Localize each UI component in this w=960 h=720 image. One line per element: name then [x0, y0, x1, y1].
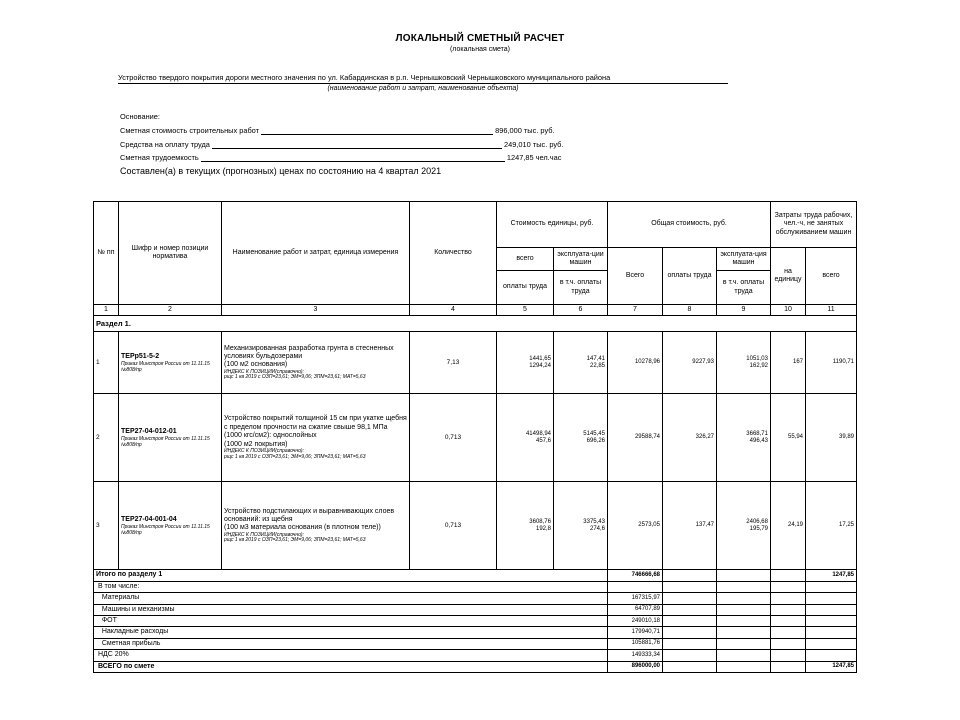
document-title: ЛОКАЛЬНЫЙ СМЕТНЫЙ РАСЧЕТ — [395, 33, 565, 44]
row-order: Приказ Минстроя России от 11.11.15 №808/пр — [121, 436, 210, 449]
row-c11: 1190,71 — [806, 332, 857, 394]
row-c5a: 1441,65 — [529, 355, 551, 362]
hours-line — [120, 153, 561, 162]
row-c7: 29588,74 — [608, 394, 663, 482]
summary-total: 179940,71 — [608, 627, 663, 638]
row-order: Приказ Минстроя России от 11.11.15 №808/пр — [121, 524, 210, 537]
header-pay: оплаты труда — [663, 248, 717, 305]
summary-label: Сметная прибыль — [94, 638, 608, 649]
colnum: 10 — [771, 305, 806, 316]
row-c5b: 1294,24 — [529, 362, 551, 369]
summary-row — [94, 650, 857, 661]
row-name: Механизированная разработка грунта в стесненных условиях бульдозерами — [224, 344, 394, 360]
colnum: 2 — [119, 305, 222, 316]
summary-labor: 1247,85 — [806, 661, 857, 672]
row-index-label: ИНДЕКС К ПОЗИЦИИ(справочно): — [224, 531, 304, 538]
object-caption: (наименование работ и затрат, наименование объекта) — [327, 85, 519, 92]
row-c9a: 1051,03 — [746, 355, 768, 362]
basis-label: Основание: — [120, 112, 160, 121]
header-incl-pay2: в т.ч. оплаты труда — [717, 271, 771, 305]
header-incl-pay: в т.ч. оплаты труда — [554, 271, 608, 305]
row-c7: 10278,96 — [608, 332, 663, 394]
summary-row — [94, 581, 857, 592]
summary-label: ВСЕГО по смете — [94, 661, 608, 672]
row-index-text: рщс 1 кв 2019 с ОЗП=23,61; ЭМ=9,06; ЗПМ=23,61; МАТ=5,63 — [224, 453, 366, 460]
labor-line — [120, 140, 563, 149]
row-unit: (100 м2 основания) — [224, 361, 288, 369]
fill-line — [201, 154, 505, 162]
summary-row — [94, 604, 857, 615]
labor-value: 249,010 — [504, 140, 531, 149]
row-c8: 137,47 — [663, 482, 717, 570]
summary-label: В том числе: — [94, 581, 608, 592]
row-c10: 24,19 — [771, 482, 806, 570]
summary-row — [94, 593, 857, 604]
row-code: ТЕР27-04-001-04 — [121, 515, 177, 523]
cost-unit: тыс. руб. — [523, 126, 555, 135]
row-c10: 55,94 — [771, 394, 806, 482]
section-title: Раздел 1. — [94, 316, 857, 332]
header-code: Шифр и номер позиции норматива — [119, 202, 222, 305]
summary-row — [94, 615, 857, 626]
header-expl2: эксплуата-ция машин — [717, 248, 771, 271]
row-code: ТЕР27-04-012-01 — [121, 427, 177, 435]
row-c9b: 162,92 — [749, 362, 768, 369]
row-order: Приказ Минстроя России от 11.11.15 №808/пр — [121, 361, 210, 374]
summary-total — [608, 581, 663, 592]
row-c6a: 5145,45 — [583, 430, 605, 437]
row-index-text: рщс 1 кв 2019 с ОЗП=23,61; ЭМ=9,06; ЗПМ=23,61; МАТ=5,63 — [224, 374, 366, 381]
labor-label: Средства на оплату труда — [120, 140, 210, 149]
summary-total: 249010,18 — [608, 615, 663, 626]
row-name: Устройство подстилающих и выравнивающих слоев оснований: из щебня — [224, 507, 395, 523]
composed-line: Составлен(а) в текущих (прогнозных) ценах по состоянию на 4 квартал 2021 — [120, 166, 442, 176]
summary-total: 105881,76 — [608, 638, 663, 649]
summary-labor — [806, 627, 857, 638]
row-index-label: ИНДЕКС К ПОЗИЦИИ(справочно): — [224, 447, 304, 454]
summary-labor — [806, 593, 857, 604]
summary-row — [94, 627, 857, 638]
row-index-text: рщс 1 кв 2019 с ОЗП=23,61; ЭМ=9,06; ЗПМ=23,61; МАТ=5,63 — [224, 537, 366, 544]
summary-labor — [806, 581, 857, 592]
row-qty: 0,713 — [410, 394, 497, 482]
row-c8: 9227,93 — [663, 332, 717, 394]
colnum: 5 — [497, 305, 554, 316]
row-unit: (1000 м2 покрытия) — [224, 440, 288, 448]
hours-value: 1247,85 — [506, 153, 534, 162]
row-c9a: 3668,71 — [746, 430, 768, 437]
summary-total: 167315,97 — [608, 593, 663, 604]
colnum: 7 — [608, 305, 663, 316]
header-total-cost: Общая стоимость, руб. — [608, 202, 771, 248]
row-index-label: ИНДЕКС К ПОЗИЦИИ(справочно): — [224, 368, 304, 375]
hours-label: Сметная трудоемкость — [120, 153, 199, 162]
summary-labor — [806, 650, 857, 661]
row-c9b: 496,43 — [749, 437, 768, 444]
object-name: Устройство твердого покрытия дороги местного значения по ул. Кабардинская в р.п. Чернышковский Чернышковского муниципального района — [118, 73, 728, 84]
header-all2: всего — [806, 248, 857, 305]
row-c7: 2573,05 — [608, 482, 663, 570]
summary-label: ФОТ — [94, 615, 608, 626]
colnum: 1 — [94, 305, 119, 316]
summary-total: 746666,68 — [608, 570, 663, 581]
header-per-unit: на единицу — [771, 248, 806, 305]
row-c8: 326,27 — [663, 394, 717, 482]
colnum: 8 — [663, 305, 717, 316]
summary-labor — [806, 604, 857, 615]
header-name: Наименование работ и затрат, единица измерения — [222, 202, 410, 305]
header-labor: Затраты труда рабочих, чел.-ч, не занятых обслуживанием машин — [771, 202, 857, 248]
row-c5a: 41498,94 — [525, 430, 551, 437]
row-c6b: 274,6 — [589, 525, 605, 532]
summary-label: НДС 20% — [94, 650, 608, 661]
colnum: 6 — [554, 305, 608, 316]
summary-label: Итого по разделу 1 — [94, 570, 608, 581]
row-c5b: 192,8 — [535, 525, 551, 532]
header-unit-cost: Стоимость единицы, руб. — [497, 202, 608, 248]
cost-label: Сметная стоимость строительных работ — [120, 126, 260, 135]
row-c9a: 2406,68 — [746, 518, 768, 525]
row-no: 2 — [94, 394, 119, 482]
row-unit: (100 м3 материала основания (в плотном теле)) — [224, 524, 381, 532]
fill-line — [212, 141, 502, 149]
row-c11: 17,25 — [806, 482, 857, 570]
row-c6b: 696,26 — [586, 437, 605, 444]
row-c5b: 457,6 — [535, 437, 551, 444]
summary-row — [94, 638, 857, 649]
summary-total: 149333,34 — [608, 650, 663, 661]
summary-label: Машины и механизмы — [94, 604, 608, 615]
row-c6a: 147,41 — [586, 355, 605, 362]
cost-value: 896,000 — [495, 126, 522, 135]
header-no: № пп — [94, 202, 119, 305]
row-no: 3 — [94, 482, 119, 570]
summary-labor — [806, 615, 857, 626]
colnum: 11 — [806, 305, 857, 316]
summary-total: 896000,00 — [608, 661, 663, 672]
row-c10: 167 — [771, 332, 806, 394]
fill-line — [261, 127, 493, 135]
summary-label: Материалы — [94, 593, 608, 604]
summary-label: Накладные расходы — [94, 627, 608, 638]
summary-labor — [806, 638, 857, 649]
row-qty: 7,13 — [410, 332, 497, 394]
row-name: Устройство покрытий толщиной 15 см при укатке щебня с пределом прочности на сжатие свыше 98,1 МПа (1000 кгс/см2): однослойных — [224, 415, 407, 440]
hours-unit: чел.час — [535, 153, 562, 162]
labor-unit: тыс. руб. — [532, 140, 564, 149]
summary-row — [94, 661, 857, 672]
summary-labor: 1247,85 — [806, 570, 857, 581]
table-row — [94, 394, 857, 482]
colnum: 9 — [717, 305, 771, 316]
row-c6a: 3375,43 — [583, 518, 605, 525]
colnum: 4 — [410, 305, 497, 316]
row-code: ТЕРр51-5-2 — [121, 352, 160, 360]
header-pay-work: оплаты труда — [497, 271, 554, 305]
table-row — [94, 332, 857, 394]
cost-line — [120, 126, 555, 135]
row-c11: 39,89 — [806, 394, 857, 482]
row-c9b: 195,79 — [749, 525, 768, 532]
row-c5a: 3608,76 — [529, 518, 551, 525]
header-qty: Количество — [410, 202, 497, 305]
header-all: всего — [497, 248, 554, 271]
table-row — [94, 482, 857, 570]
row-c6b: 22,85 — [589, 362, 605, 369]
estimate-table — [93, 201, 857, 673]
row-qty: 0,713 — [410, 482, 497, 570]
colnum: 3 — [222, 305, 410, 316]
document-subtitle: (локальная смета) — [449, 46, 511, 53]
row-no: 1 — [94, 332, 119, 394]
header-total: Всего — [608, 248, 663, 305]
header-expl: эксплуата-ции машин — [554, 248, 608, 271]
summary-row — [94, 570, 857, 581]
summary-total: 64707,89 — [608, 604, 663, 615]
